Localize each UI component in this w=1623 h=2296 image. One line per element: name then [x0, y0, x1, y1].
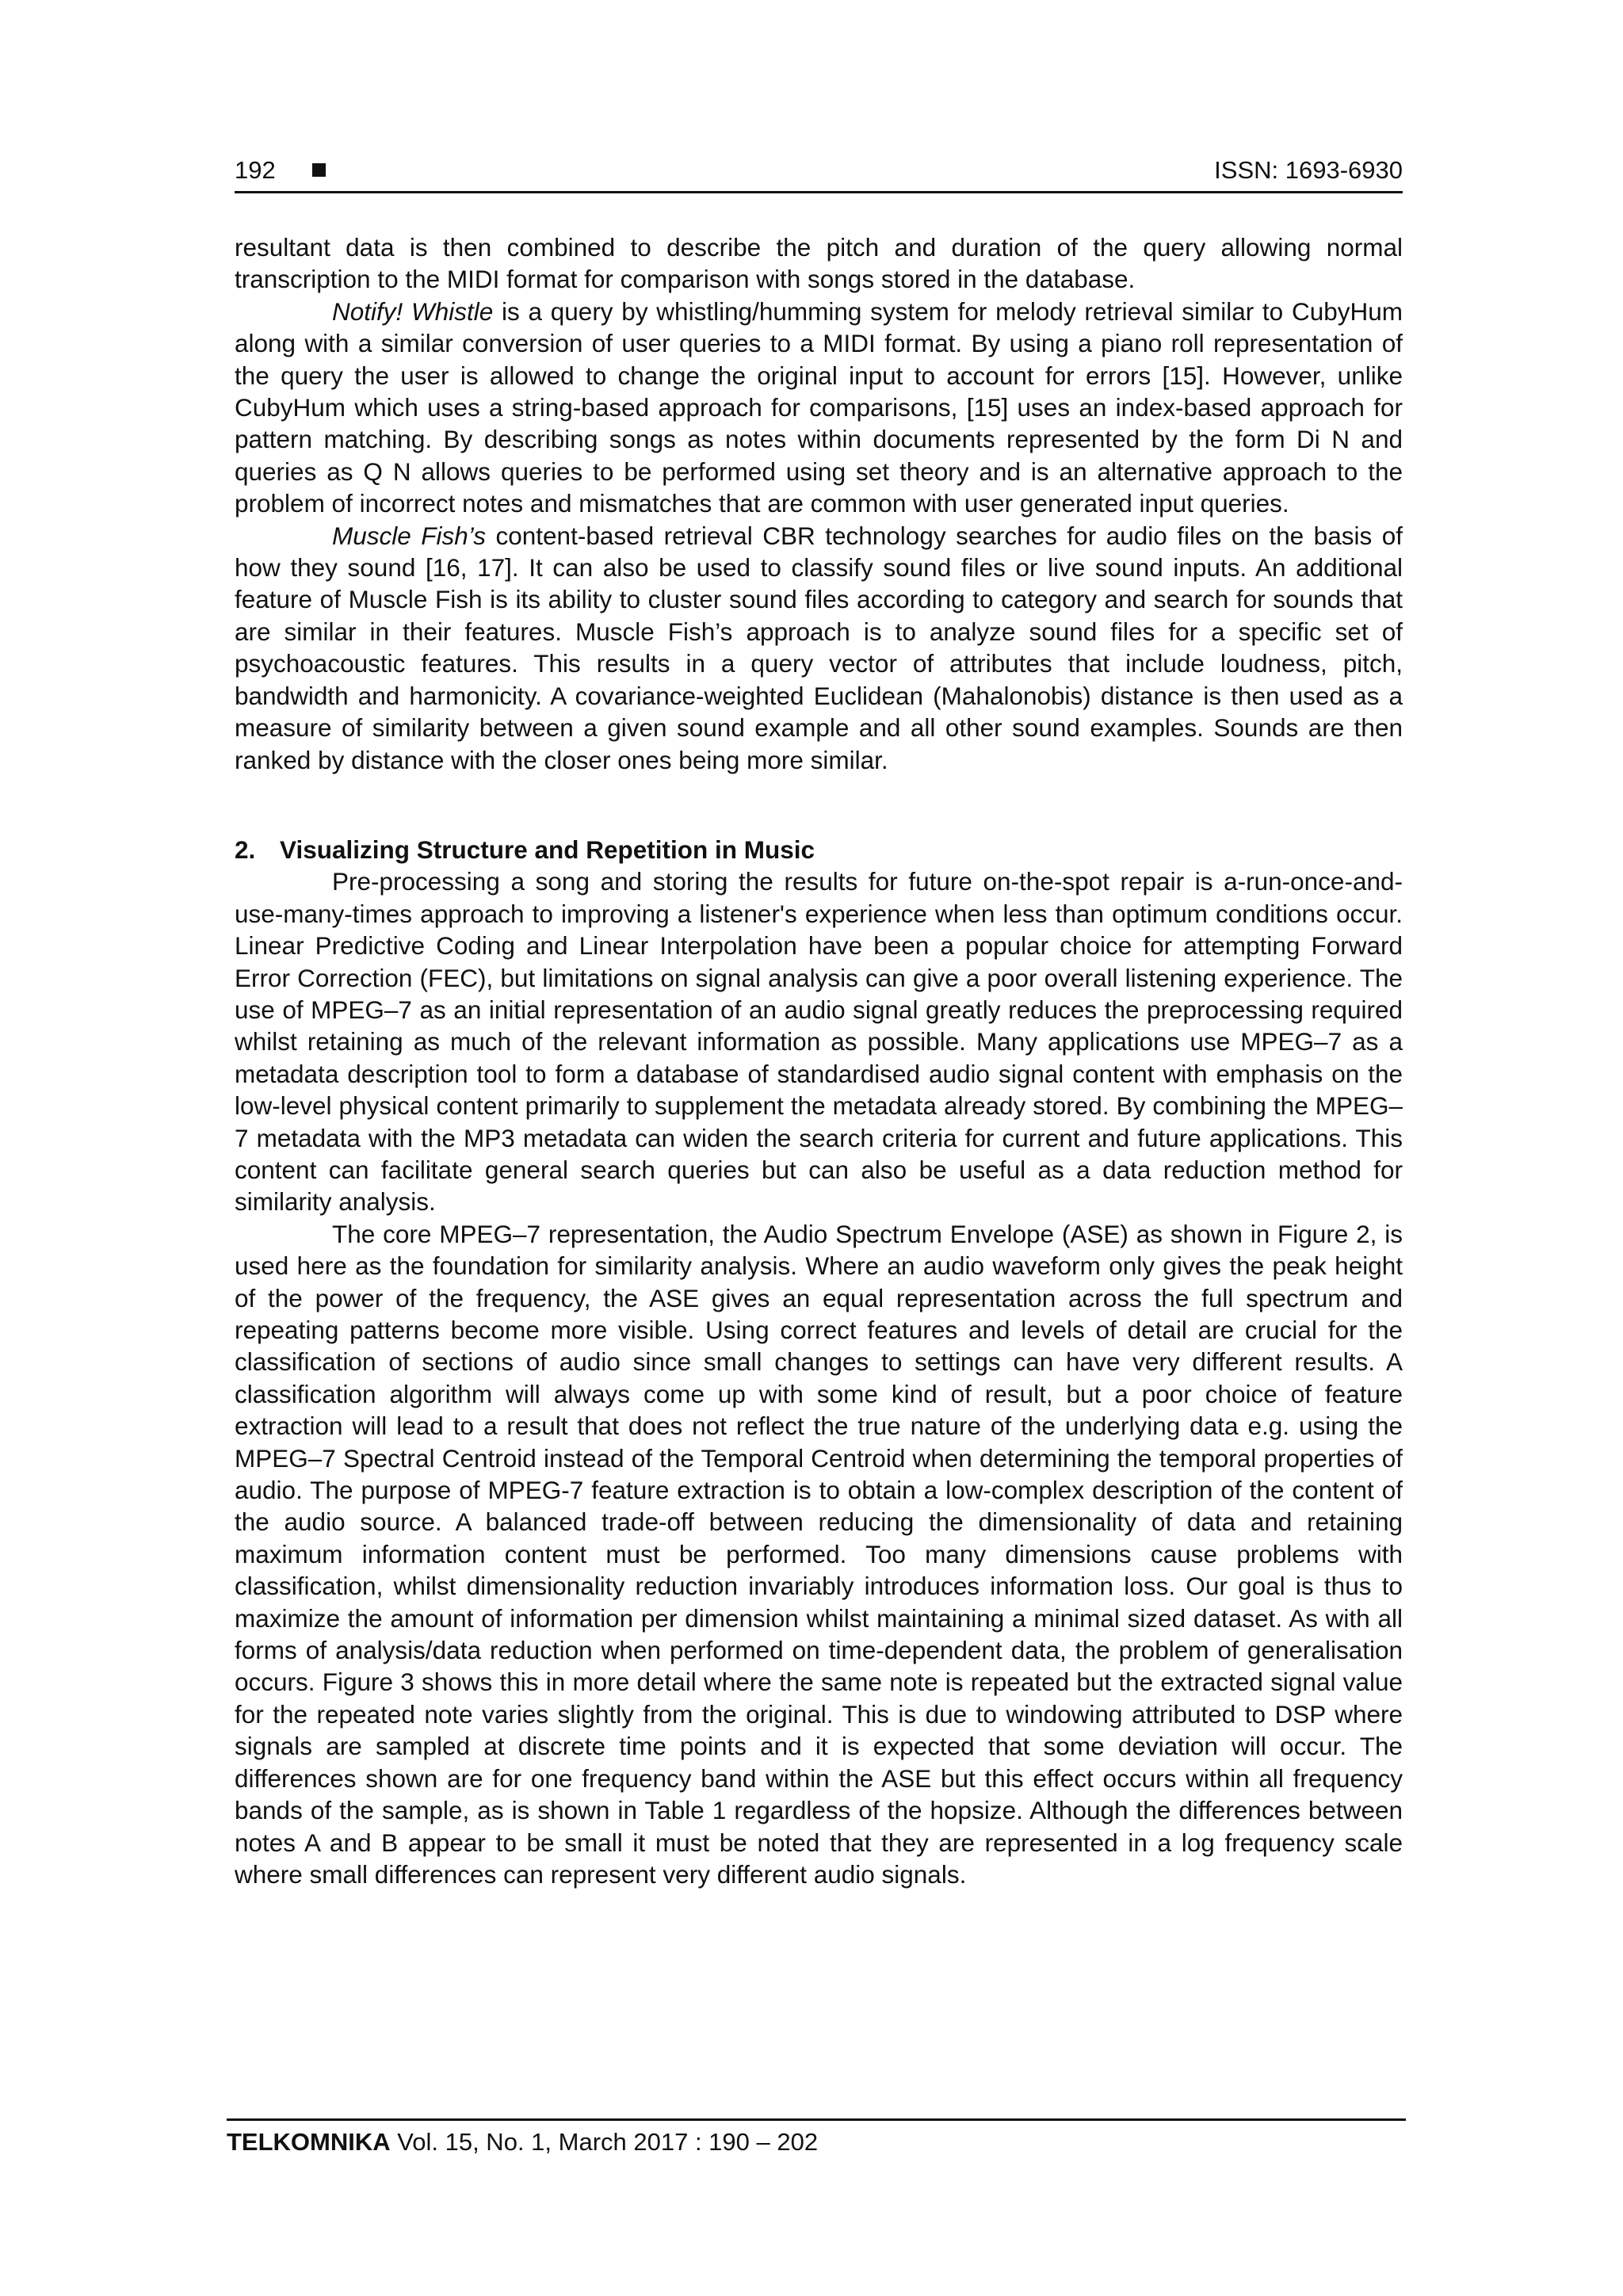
paragraph-preprocessing: Pre-processing a song and storing the results for future on-the-spot repair is a-run-once-and-use-many-times approach to improving a listener's experience when less than optimum conditions occur. Linear Predictive Coding and Linear Interpolation have been a popular choice for attempting Forward Error Correction (FEC), but limitations on signal analysis can give a poor overall listening experience. The use of MPEG–7 as an initial representation of an audio signal greatly reduces the preprocessing required whilst retaining as much of the relevant information as possible. Many applications use MPEG–7 as a metadata description tool to form a database of standardised audio signal content with emphasis on the low-level physical content primarily to supplement the metadata already stored. By combining the MPEG–7 metadata with the MP3 metadata can widen the search criteria for current and future applications. This content can facilitate general search queries but can also be useful as a data reduction method for similarity analysis.	[235, 867, 1403, 1217]
citation-info: Vol. 15, No. 1, March 2017 : 190 – 202	[397, 2128, 819, 2156]
square-bullet-icon	[312, 163, 326, 177]
page-header	[235, 155, 1403, 193]
paragraph-1: resultant data is then combined to describe the pitch and duration of the query allowing normal transcription to the MIDI format for comparison with songs stored in the database.	[235, 233, 1403, 294]
body-text	[235, 231, 1403, 1890]
paragraph-core-mpeg7: The core MPEG–7 representation, the Audio Spectrum Envelope (ASE) as shown in Figure 2, is used here as the foundation for similarity analysis. Where an audio waveform only gives the peak height of the power of the frequency, the ASE gives an equal representation across the full spectrum and repeating patterns become more visible. Using correct features and levels of detail are crucial for the classification of sections of audio since small changes to settings can have very different results. A classification algorithm will always come up with some kind of result, but a poor choice of feature extraction will lead to a result that does not reflect the true nature of the underlying data e.g. using the MPEG–7 Spectral Centroid instead of the Temporal Centroid when determining the temporal properties of audio. The purpose of MPEG-7 feature extraction is to obtain a low-complex description of the content of the audio source. A balanced trade-off between reducing the dimensionality of data and retaining maximum information content must be performed. Too many dimensions cause problems with classification, whilst dimensionality reduction invariably introduces information loss. Our goal is thus to maximize the amount of information per dimension whilst maintaining a minimal sized dataset. As with all forms of analysis/data reduction when performed on time-dependent data, the problem of generalisation occurs. Figure 3 shows this in more detail where the same note is repeated but the extracted signal value for the repeated note varies slightly from the original. This is due to windowing attributed to DSP where signals are sampled at discrete time points and it is expected that some deviation will occur. The differences shown are for one frequency band within the ASE but this effect occurs within all frequency bands of the sample, as is shown in Table 1 regardless of the hopsize. Although the differences between notes A and B appear to be small it must be noted that they are represented in a log frequency scale where small differences can represent very different audio signals.	[235, 1219, 1403, 1889]
paragraph-muscle-fish	[235, 520, 1403, 776]
system-name-muscle-fish: Muscle Fish’s	[332, 521, 486, 550]
issn-label: ISSN: 1693-6930	[1214, 156, 1403, 184]
section-title: Visualizing Structure and Repetition in Music	[280, 835, 815, 864]
section-heading	[235, 834, 1403, 865]
paragraph-notify-whistle-text: is a query by whistling/humming system for melody retrieval similar to CubyHum along with a similar conversion of user queries to a MIDI format. By using a piano roll representation of the query the user is allowed to change the original input to account for errors [15]. However, unlike CubyHum which uses a string-based approach for comparisons, [15] uses an index-based approach for pattern matching. By describing songs as notes within documents represented by the form Di N and queries as Q N allows queries to be performed using set theory and is an alternative approach to the problem of incorrect notes and mismatches that are common with user generated input queries.	[235, 296, 1403, 518]
page-number: 192	[235, 156, 276, 184]
journal-name: TELKOMNIKA	[227, 2128, 391, 2156]
system-name-notify-whistle: Notify! Whistle	[332, 296, 494, 326]
paragraph-notify-whistle	[235, 296, 1403, 520]
section-number: 2.	[235, 835, 256, 864]
page-footer	[227, 2118, 1406, 2159]
paragraph-muscle-fish-text: content-based retrieval CBR technology searches for audio files on the basis of how they sound [16, 17]. It can also be used to classify sound files or live sound inputs. An additional feature of Muscle Fish is its ability to cluster sound files according to category and search for sounds that are similar in their features. Muscle Fish’s approach is to analyze sound files for a specific set of psychoacoustic features. This results in a query vector of attributes that include loudness, pitch, bandwidth and harmonicity. A covariance-weighted Euclidean (Mahalonobis) distance is then used as a measure of similarity between a given sound example and all other sound examples. Sounds are then ranked by distance with the closer ones being more similar.	[235, 521, 1403, 774]
